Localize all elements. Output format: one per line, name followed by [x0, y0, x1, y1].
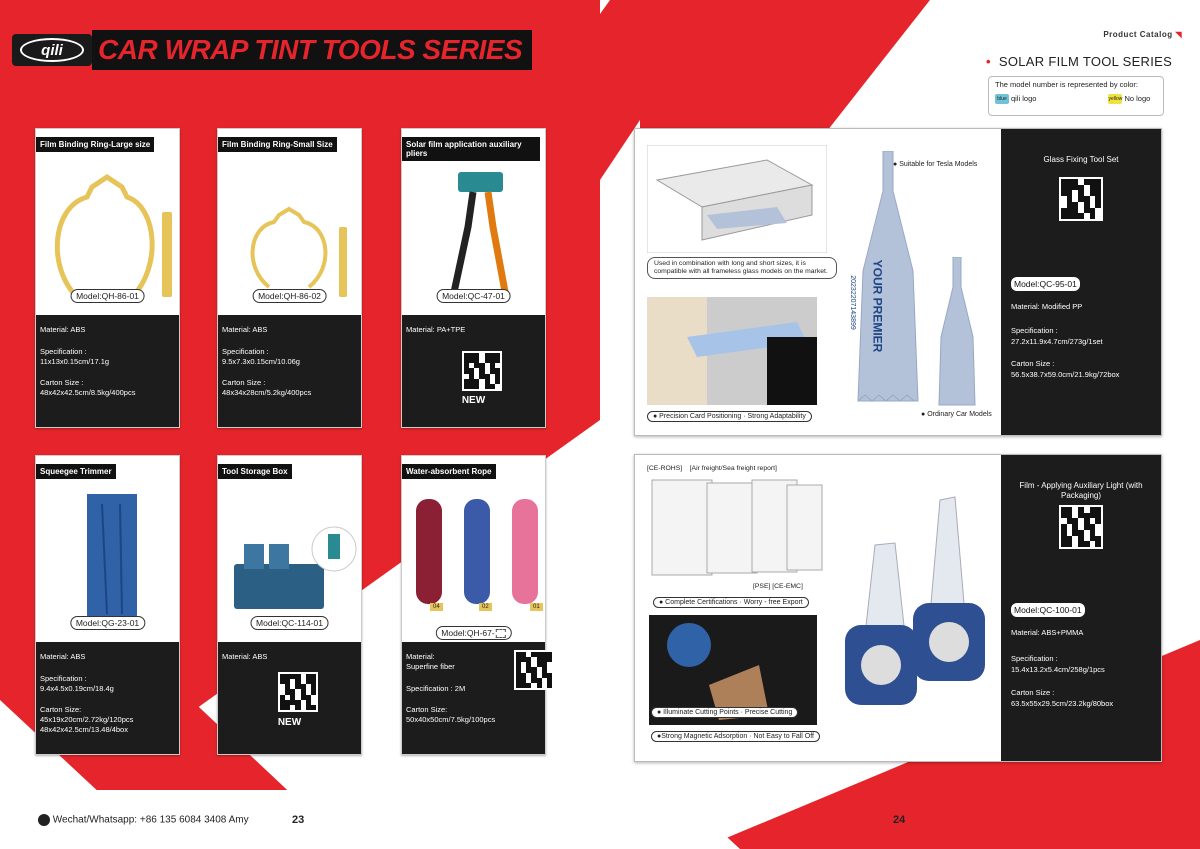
- model-badge: Model:QC-95-01: [1011, 277, 1080, 291]
- product-card-binding-ring-large: [35, 128, 180, 428]
- product-card-squeegee-trimmer: [35, 455, 180, 755]
- qr-code: [462, 351, 502, 391]
- page-number-left: 23: [292, 814, 305, 826]
- spec-side-panel: [1001, 455, 1161, 761]
- bullet-icon: ●: [893, 161, 900, 168]
- card-label: Solar film application auxiliary pliers: [402, 137, 540, 161]
- product-card-storage-box: [217, 455, 362, 755]
- storage-box-image: [224, 494, 357, 634]
- legend-blue: blue qili logo: [995, 94, 1036, 104]
- series-heading: • SOLAR FILM TOOL SERIES: [986, 54, 1173, 69]
- color-tag-01: 01: [530, 603, 543, 611]
- squeegee-trimmer-image: [42, 494, 175, 634]
- card-specs: Material: ABS Specification : 11x13x0.15cm/17.1g Carton Size : 48x42x42.5cm/8.5kg/400pcs: [36, 315, 179, 427]
- model-badge: Model:QH-67-: [435, 626, 511, 640]
- footer-contact: Wechat/Whatsapp: +86 135 6084 3408 Amy: [38, 814, 249, 826]
- product-panel-auxiliary-light: [634, 454, 1162, 762]
- wechat-icon: [38, 814, 50, 826]
- color-tag-04: 04: [430, 603, 443, 611]
- product-card-water-rope: [401, 455, 546, 755]
- material-text: Material: Modified PP: [1011, 302, 1083, 311]
- new-label: NEW: [277, 717, 302, 728]
- card-specs: Material: ABS NEW: [218, 642, 361, 754]
- page-title: CAR WRAP TINT TOOLS SERIES: [92, 30, 532, 70]
- certificates-image: [647, 475, 827, 580]
- chevrons-left-icon: ‹‹‹: [1136, 809, 1145, 829]
- pliers-image: [408, 167, 541, 307]
- model-badge: Model:QC-100-01: [1011, 603, 1085, 617]
- water-rope-image: [408, 494, 541, 634]
- binding-ring-small-image: [224, 167, 357, 307]
- card-specs: Material: Superfine fiber Specification : 2M Carton Size: 50x40x50cm/7.5kg/100pcs: [402, 642, 545, 754]
- logo-text: qili: [20, 38, 84, 62]
- qr-code: [1059, 505, 1103, 549]
- cert-bottom: [PSE] [CE-EMC]: [753, 583, 803, 590]
- product-name: Film - Applying Auxiliary Light (with Packaging): [1019, 481, 1143, 501]
- legend-yellow: yellow No logo: [1108, 94, 1151, 103]
- tesla-label: ● Suitable for Tesla Models: [893, 161, 978, 168]
- catalog-label: Product Catalog ◥: [1103, 30, 1182, 39]
- card-label: Film Binding Ring-Small Size: [218, 137, 337, 152]
- card-specs: Material: ABS Specification : 9.5x7.3x0.15cm/10.06g Carton Size : 48x34x28cm/5.2kg/400pcs: [218, 315, 361, 427]
- card-label: Film Binding Ring-Large size: [36, 137, 154, 152]
- model-badge: Model:QC-114-01: [250, 616, 329, 630]
- card-specs: Material: PA+TPE NEW: [402, 315, 545, 427]
- specification: Specification : 15.4x13.2x5.4cm/258g/1pcs: [1011, 654, 1105, 675]
- new-label: NEW: [461, 395, 486, 406]
- product-name: Glass Fixing Tool Set: [1043, 155, 1119, 164]
- glass-tool-box-image: [647, 145, 827, 253]
- color-legend: [988, 76, 1164, 116]
- material-text: Material: ABS+PMMA: [1011, 628, 1084, 637]
- color-tag-02: 02: [479, 603, 492, 611]
- compatibility-note: Used in combination with long and short sizes, it is compatible with all frameless glass models on the market.: [647, 257, 837, 279]
- carton-size: Carton Size : 56.5x38.7x59.0cm/21.9kg/72box: [1011, 359, 1120, 380]
- legend-title: The model number is represented by color:: [995, 80, 1138, 89]
- magnetic-pill: ●Strong Magnetic Adsorption · Not Easy to Fall Off: [651, 731, 820, 742]
- qr-code: [278, 672, 318, 712]
- binding-ring-large-image: [42, 167, 175, 307]
- product-card-pliers: [401, 128, 546, 428]
- card-label: Tool Storage Box: [218, 464, 292, 479]
- card-label: Water-absorbent Rope: [402, 464, 496, 479]
- page-number-right: 24: [893, 814, 906, 826]
- model-badge: Model:QG-23-01: [70, 616, 145, 630]
- model-badge: Model:QH-86-02: [252, 289, 327, 303]
- ordinary-tool-image: [935, 257, 979, 409]
- product-card-binding-ring-small: [217, 128, 362, 428]
- bullet-icon: •: [986, 54, 991, 69]
- card-specs: Material: ABS Specification : 9.4x4.5x0.19cm/18.4g Carton Size: 45x19x20cm/2.72kg/120pcs 48x42x42.5cm/13.48/4box: [36, 642, 179, 754]
- ordinary-label: ● Ordinary Car Models: [921, 411, 992, 418]
- qili-logo: [12, 34, 92, 66]
- tesla-tool-image: [853, 151, 923, 411]
- product-panel-glass-fixing: [634, 128, 1162, 436]
- cert-tags: [CE-ROHS] [Air freight/Sea freight report]: [647, 465, 777, 472]
- card-label: Squeegee Trimmer: [36, 464, 116, 479]
- model-badge: Model:QC-47-01: [436, 289, 511, 303]
- bullet-icon: ●: [921, 411, 928, 418]
- certifications-pill: ● Complete Certifications · Worry - free Export: [653, 597, 809, 608]
- qr-code: [1059, 177, 1103, 221]
- car-installation-image: [647, 297, 817, 405]
- specification: Specification : 27.2x11.9x4.7cm/273g/1set: [1011, 326, 1103, 347]
- carton-size: Carton Size : 63.5x55x29.5cm/23.2kg/80box: [1011, 688, 1114, 709]
- spec-side-panel: [1001, 129, 1161, 435]
- tool-text-big: YOUR PREMIER: [870, 259, 885, 353]
- tool-number: 20232207143899: [848, 275, 856, 330]
- corner-arrow-icon: ◥: [1175, 30, 1182, 39]
- model-badge: Model:QH-86-01: [70, 289, 145, 303]
- illuminate-pill: ● Illuminate Cutting Points · Precise Cutting: [651, 707, 798, 718]
- qr-code: [514, 650, 554, 690]
- auxiliary-light-image: [835, 485, 995, 725]
- precision-pill: ● Precision Card Positioning · Strong Adaptability: [647, 411, 812, 422]
